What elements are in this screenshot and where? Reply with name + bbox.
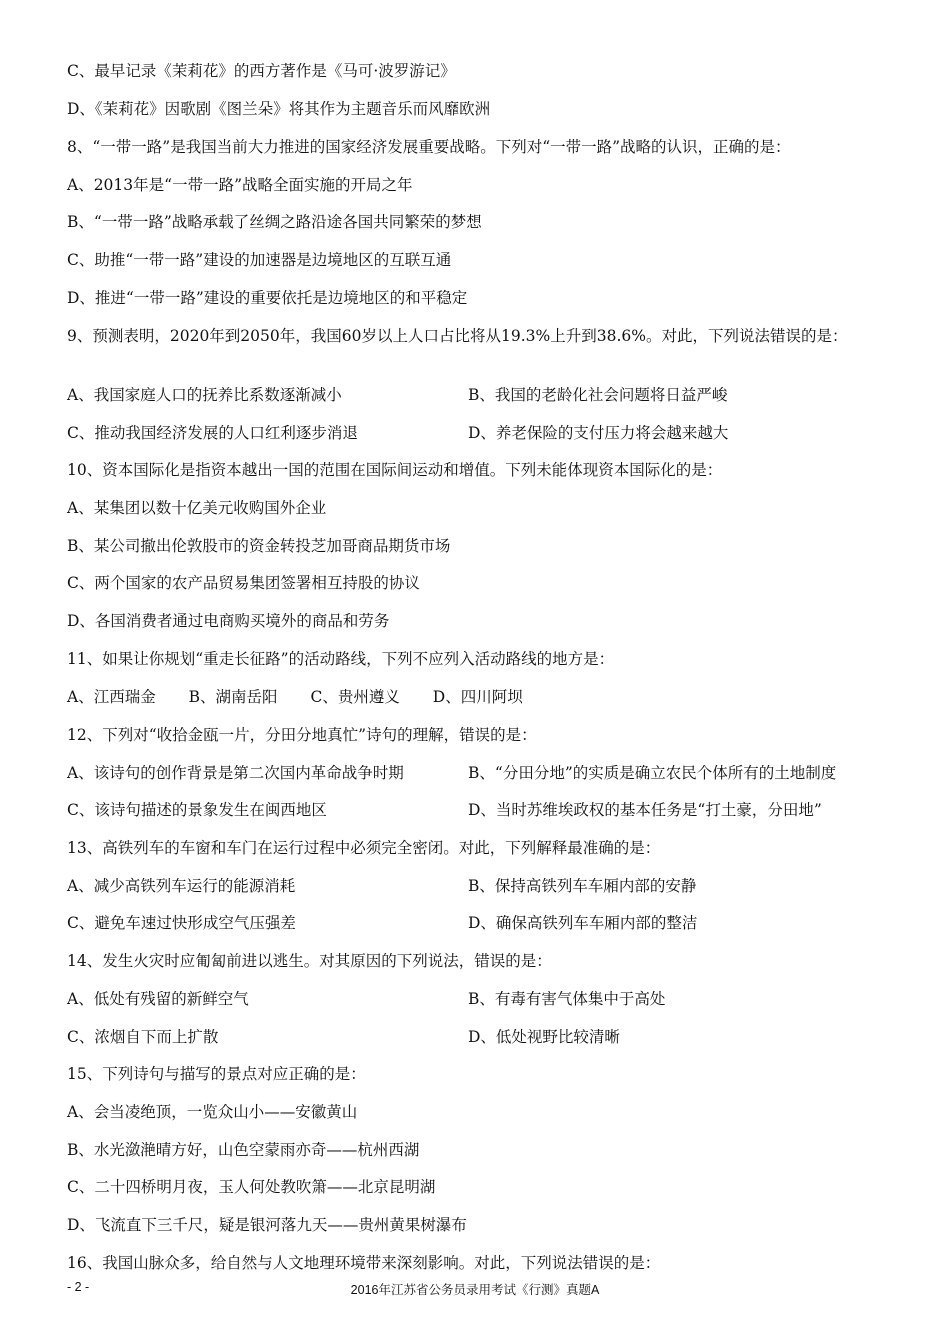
- q9-options-row2: [67, 423, 877, 443]
- q13-options-row1: [67, 876, 877, 896]
- q14-stem: 14、发生火灾时应匍匐前进以逃生。对其原因的下列说法，错误的是：: [67, 952, 552, 970]
- q15-option-a: A、会当凌绝顶，一览众山小——安徽黄山: [67, 1103, 358, 1121]
- q12-options-row1: [67, 763, 877, 783]
- q12-option-c: C、该诗句描述的景象发生在闽西地区: [67, 801, 327, 819]
- q10-option-d: D、各国消费者通过电商购买境外的商品和劳务: [67, 612, 390, 630]
- q13-option-d: D、确保高铁列车车厢内部的整洁: [468, 914, 698, 932]
- q13-stem: 13、高铁列车的车窗和车门在运行过程中必须完全密闭。对此，下列解释最准确的是：: [67, 839, 661, 857]
- q12-stem: 12、下列对“收拾金瓯一片，分田分地真忙”诗句的理解，错误的是：: [67, 726, 537, 744]
- q9-option-d: D、养老保险的支付压力将会越来越大: [468, 424, 729, 442]
- q10-option-b: B、某公司撤出伦敦股市的资金转投芝加哥商品期货市场: [67, 537, 451, 555]
- page-number: - 2 -: [67, 1280, 90, 1294]
- q12-option-a: A、该诗句的创作背景是第二次国内革命战争时期: [67, 764, 404, 782]
- q10-stem: 10、资本国际化是指资本越出一国的范围在国际间运动和增值。下列未能体现资本国际化的是：: [67, 461, 723, 479]
- q11-options: [67, 687, 551, 707]
- footer-title: 2016年江苏省公务员录用考试《行测》真题A: [350, 1283, 600, 1297]
- q8-option-c: C、助推“一带一路”建设的加速器是边境地区的互联互通: [67, 251, 452, 269]
- q8-option-a: A、2013年是“一带一路”战略全面实施的开局之年: [67, 176, 413, 194]
- q10-option-a: A、某集团以数十亿美元收购国外企业: [67, 499, 327, 517]
- q8-stem: 8、“一带一路”是我国当前大力推进的国家经济发展重要战略。下列对“一带一路”战略的认识，正确的是：: [67, 138, 791, 156]
- q11-option-b: B、湖南岳阳: [188, 688, 278, 706]
- q9-option-c: C、推动我国经济发展的人口红利逐步消退: [67, 424, 358, 442]
- q10-option-c: C、两个国家的农产品贸易集团签署相互持股的协议: [67, 574, 420, 592]
- q14-options-row1: [67, 989, 877, 1009]
- q9-options-row1: [67, 385, 877, 405]
- q9-option-b: B、我国的老龄化社会问题将日益严峻: [468, 386, 728, 404]
- q12-option-d: D、当时苏维埃政权的基本任务是“打土豪，分田地”: [468, 801, 822, 819]
- q11-option-c: C、贵州遵义: [310, 688, 400, 706]
- q11-option-d: D、四川阿坝: [432, 688, 523, 706]
- q9-stem: 9、预测表明，2020年到2050年，我国60岁以上人口占比将从19.3%上升到38.6%。对此，下列说法错误的是：: [67, 327, 848, 345]
- q11-option-a: A、江西瑞金: [67, 688, 156, 706]
- q14-option-a: A、低处有残留的新鲜空气: [67, 990, 249, 1008]
- q8-option-b: B、“一带一路”战略承载了丝绸之路沿途各国共同繁荣的梦想: [67, 213, 482, 231]
- q13-option-b: B、保持高铁列车车厢内部的安静: [468, 877, 697, 895]
- q15-option-c: C、二十四桥明月夜，玉人何处教吹箫——北京昆明湖: [67, 1178, 436, 1196]
- q12-options-row2: [67, 800, 877, 820]
- q15-option-d: D、飞流直下三千尺，疑是银河落九天——贵州黄果树瀑布: [67, 1216, 467, 1234]
- q13-option-c: C、避免车速过快形成空气压强差: [67, 914, 296, 932]
- q14-option-c: C、浓烟自下而上扩散: [67, 1028, 219, 1046]
- q7-option-d: D、《茉莉花》因歌剧《图兰朵》将其作为主题音乐而风靡欧洲: [67, 100, 491, 118]
- q14-option-d: D、低处视野比较清晰: [468, 1028, 620, 1046]
- q7-option-c: C、最早记录《茉莉花》的西方著作是《马可·波罗游记》: [67, 62, 456, 80]
- q13-options-row2: [67, 913, 877, 933]
- q16-stem: 16、我国山脉众多，给自然与人文地理环境带来深刻影响。对此，下列说法错误的是：: [67, 1254, 661, 1272]
- q14-option-b: B、有毒有害气体集中于高处: [468, 990, 666, 1008]
- q15-option-b: B、水光潋滟晴方好，山色空蒙雨亦奇——杭州西湖: [67, 1141, 420, 1159]
- q15-stem: 15、下列诗句与描写的景点对应正确的是：: [67, 1065, 366, 1083]
- q12-option-b: B、“分田分地”的实质是确立农民个体所有的土地制度: [468, 764, 837, 782]
- q13-option-a: A、减少高铁列车运行的能源消耗: [67, 877, 296, 895]
- q9-option-a: A、我国家庭人口的抚养比系数逐渐减小: [67, 386, 342, 404]
- q11-stem: 11、如果让你规划“重走长征路”的活动路线，下列不应列入活动路线的地方是：: [67, 650, 615, 668]
- q8-option-d: D、推进“一带一路”建设的重要依托是边境地区的和平稳定: [67, 289, 468, 307]
- q14-options-row2: [67, 1027, 877, 1047]
